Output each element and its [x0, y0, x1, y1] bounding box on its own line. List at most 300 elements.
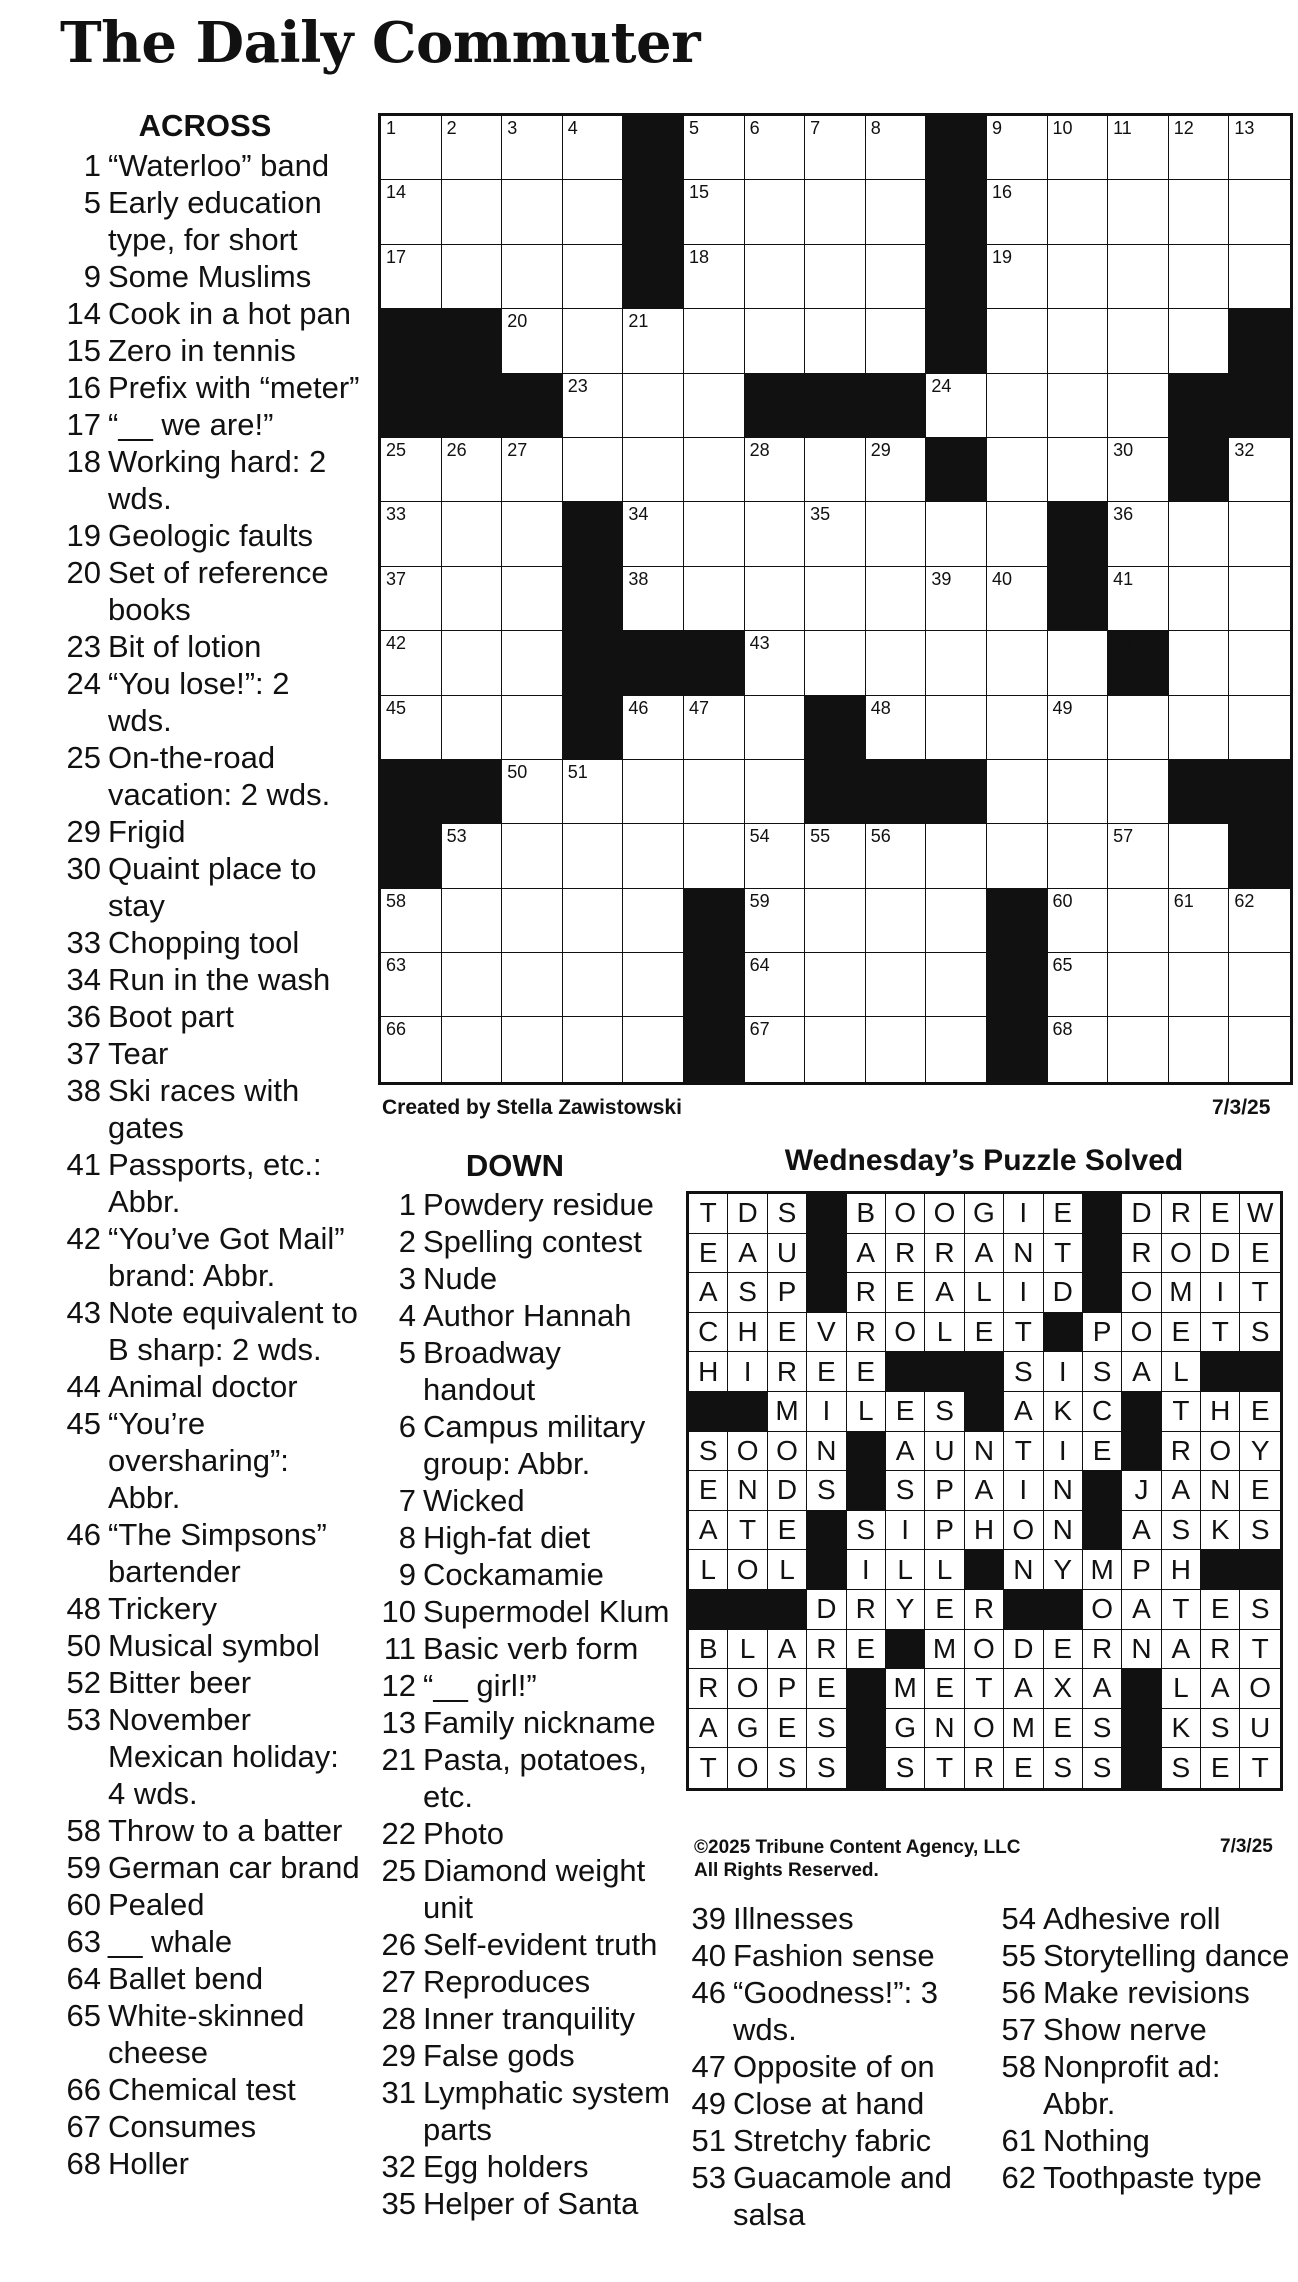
- solution-cell: E: [847, 1630, 886, 1670]
- solution-black-square: [1201, 1352, 1240, 1392]
- clue-number: 53: [66, 1702, 101, 1737]
- crossword-grid: [378, 113, 1293, 1085]
- cell-number: 22: [931, 311, 952, 332]
- solution-cell: S: [1162, 1748, 1201, 1788]
- grid-cell[interactable]: [502, 116, 563, 180]
- black-square: [926, 309, 987, 373]
- clue-item: [60, 517, 360, 554]
- grid-cell[interactable]: [1169, 502, 1230, 566]
- grid-cell[interactable]: [866, 502, 927, 566]
- cell-number: 52: [931, 761, 952, 782]
- solution-cell: R: [847, 1313, 886, 1353]
- grid-cell[interactable]: [1169, 309, 1230, 373]
- clue-item: [60, 739, 360, 813]
- grid-cell[interactable]: [805, 116, 866, 180]
- solution-black-square: [886, 1352, 925, 1392]
- grid-cell[interactable]: [442, 889, 503, 953]
- grid-cell[interactable]: [502, 245, 563, 309]
- clue-text: Supermodel Klum: [423, 1594, 670, 1629]
- grid-cell[interactable]: [866, 567, 927, 631]
- black-square: [563, 696, 624, 760]
- grid-cell[interactable]: [502, 953, 563, 1017]
- grid-cell[interactable]: [866, 1017, 927, 1081]
- grid-cell[interactable]: [1048, 116, 1109, 180]
- grid-cell[interactable]: [381, 180, 442, 244]
- black-square: [1048, 567, 1109, 631]
- clue-number: 42: [66, 1221, 101, 1256]
- solution-cell: A: [847, 1234, 886, 1274]
- grid-cell[interactable]: [623, 502, 684, 566]
- cell-number: 66: [386, 1019, 407, 1040]
- grid-cell[interactable]: [684, 438, 745, 502]
- clue-text: Run in the wash: [108, 962, 331, 997]
- solution-cell: L: [886, 1550, 925, 1590]
- grid-cell[interactable]: [1048, 696, 1109, 760]
- grid-cell[interactable]: [1229, 502, 1290, 566]
- solution-cell: R: [847, 1273, 886, 1313]
- clue-number: 56: [1001, 1975, 1036, 2010]
- grid-cell[interactable]: [866, 824, 927, 888]
- grid-cell[interactable]: [442, 1017, 503, 1081]
- black-square: [381, 309, 442, 373]
- grid-cell[interactable]: [442, 438, 503, 502]
- grid-cell[interactable]: [381, 502, 442, 566]
- grid-cell[interactable]: [381, 631, 442, 695]
- clue-item: [60, 554, 360, 628]
- grid-cell[interactable]: [1108, 502, 1169, 566]
- solution-cell: A: [1083, 1669, 1122, 1709]
- clue-text: Pasta, potatoes, etc.: [423, 1742, 648, 1814]
- solution-cell: G: [965, 1194, 1004, 1234]
- grid-cell[interactable]: [745, 438, 806, 502]
- solution-cell: M: [925, 1630, 964, 1670]
- solution-cell: L: [965, 1273, 1004, 1313]
- solution-cell: S: [1083, 1748, 1122, 1788]
- clue-number: 66: [66, 2072, 101, 2107]
- grid-cell[interactable]: [1108, 696, 1169, 760]
- grid-cell[interactable]: [987, 631, 1048, 695]
- solution-cell: R: [1201, 1630, 1240, 1670]
- cell-number: 56: [870, 826, 891, 847]
- grid-cell[interactable]: [987, 180, 1048, 244]
- clue-text: “You’re oversharing”: Abbr.: [108, 1406, 289, 1515]
- grid-cell[interactable]: [623, 889, 684, 953]
- grid-cell[interactable]: [684, 309, 745, 373]
- grid-cell[interactable]: [502, 824, 563, 888]
- solution-cell: K: [1162, 1709, 1201, 1749]
- grid-cell[interactable]: [563, 438, 624, 502]
- grid-cell[interactable]: [1108, 824, 1169, 888]
- clue-item: [60, 1701, 360, 1812]
- grid-cell[interactable]: [926, 889, 987, 953]
- grid-cell[interactable]: [563, 374, 624, 438]
- grid-cell[interactable]: [381, 116, 442, 180]
- grid-cell[interactable]: [926, 824, 987, 888]
- grid-cell[interactable]: [745, 180, 806, 244]
- grid-cell[interactable]: [1169, 824, 1230, 888]
- grid-cell[interactable]: [623, 567, 684, 631]
- grid-cell[interactable]: [1108, 438, 1169, 502]
- grid-cell[interactable]: [623, 1017, 684, 1081]
- solution-cell: K: [1201, 1511, 1240, 1551]
- grid-cell[interactable]: [987, 824, 1048, 888]
- solution-cell: L: [768, 1550, 807, 1590]
- grid-cell[interactable]: [442, 631, 503, 695]
- clue-text: High-fat diet: [423, 1520, 591, 1555]
- grid-cell[interactable]: [381, 438, 442, 502]
- black-square: [623, 631, 684, 695]
- grid-cell[interactable]: [502, 631, 563, 695]
- solution-cell: B: [689, 1630, 728, 1670]
- clue-item: [60, 332, 360, 369]
- grid-cell[interactable]: [1169, 953, 1230, 1017]
- grid-cell[interactable]: [1229, 1017, 1290, 1081]
- grid-cell[interactable]: [805, 631, 866, 695]
- grid-cell[interactable]: [745, 760, 806, 824]
- solution-black-square: [1122, 1709, 1161, 1749]
- grid-cell[interactable]: [1229, 696, 1290, 760]
- grid-cell[interactable]: [866, 438, 927, 502]
- grid-cell[interactable]: [805, 953, 866, 1017]
- grid-cell[interactable]: [866, 631, 927, 695]
- grid-cell[interactable]: [1169, 245, 1230, 309]
- clue-number: 53: [691, 2160, 726, 2195]
- grid-cell[interactable]: [926, 696, 987, 760]
- solution-black-square: [925, 1352, 964, 1392]
- clue-text: “__ girl!”: [423, 1668, 537, 1703]
- grid-cell[interactable]: [1108, 889, 1169, 953]
- grid-cell[interactable]: [502, 889, 563, 953]
- grid-cell[interactable]: [1048, 180, 1109, 244]
- grid-cell[interactable]: [1108, 567, 1169, 631]
- grid-cell[interactable]: [926, 953, 987, 1017]
- grid-cell[interactable]: [1048, 438, 1109, 502]
- solution-cell: N: [925, 1709, 964, 1749]
- clue-number: 15: [66, 333, 101, 368]
- cell-number: 17: [386, 246, 407, 267]
- clue-text: Boot part: [108, 999, 234, 1034]
- grid-cell[interactable]: [502, 309, 563, 373]
- solution-cell: L: [847, 1392, 886, 1432]
- grid-cell[interactable]: [1048, 309, 1109, 373]
- black-square: [1169, 374, 1230, 438]
- grid-cell[interactable]: [1169, 631, 1230, 695]
- clue-text: Nude: [423, 1261, 498, 1296]
- cell-number: 61: [1173, 890, 1194, 911]
- clue-number: 3: [398, 1261, 416, 1296]
- cell-number: 3: [507, 118, 518, 138]
- grid-cell[interactable]: [684, 567, 745, 631]
- grid-cell[interactable]: [926, 374, 987, 438]
- cell-number: 33: [386, 504, 407, 525]
- grid-cell[interactable]: [745, 953, 806, 1017]
- grid-cell[interactable]: [442, 245, 503, 309]
- grid-cell[interactable]: [1048, 824, 1109, 888]
- clue-text: Photo: [423, 1816, 505, 1851]
- grid-cell[interactable]: [623, 438, 684, 502]
- solution-black-square: [886, 1630, 925, 1670]
- grid-cell[interactable]: [684, 760, 745, 824]
- black-square: [1229, 374, 1290, 438]
- clue-number: 4: [398, 1298, 416, 1333]
- clue-text: Inner tranquility: [423, 2001, 635, 2036]
- grid-cell[interactable]: [987, 760, 1048, 824]
- grid-cell[interactable]: [1108, 374, 1169, 438]
- solution-cell: T: [1004, 1432, 1043, 1472]
- grid-cell[interactable]: [745, 245, 806, 309]
- black-square: [866, 374, 927, 438]
- grid-cell[interactable]: [1229, 889, 1290, 953]
- grid-cell[interactable]: [563, 953, 624, 1017]
- grid-cell[interactable]: [502, 438, 563, 502]
- grid-cell[interactable]: [1169, 116, 1230, 180]
- grid-cell[interactable]: [1229, 631, 1290, 695]
- grid-cell[interactable]: [987, 567, 1048, 631]
- solution-cell: O: [886, 1194, 925, 1234]
- clue-text: “__ we are!”: [108, 407, 274, 442]
- grid-cell[interactable]: [563, 309, 624, 373]
- clue-number: 62: [1001, 2160, 1036, 2195]
- grid-cell[interactable]: [1048, 760, 1109, 824]
- grid-cell[interactable]: [805, 1017, 866, 1081]
- grid-cell[interactable]: [442, 824, 503, 888]
- grid-cell[interactable]: [1048, 631, 1109, 695]
- grid-cell[interactable]: [563, 116, 624, 180]
- grid-cell[interactable]: [1169, 696, 1230, 760]
- cell-number: 62: [1234, 890, 1255, 911]
- grid-cell[interactable]: [805, 824, 866, 888]
- clue-number: 40: [691, 1938, 726, 1973]
- grid-cell[interactable]: [805, 567, 866, 631]
- clue-text: Lymphatic system parts: [423, 2075, 670, 2147]
- grid-cell[interactable]: [381, 1017, 442, 1081]
- grid-cell[interactable]: [1169, 889, 1230, 953]
- solution-cell: S: [1083, 1709, 1122, 1749]
- grid-cell[interactable]: [805, 245, 866, 309]
- clue-text: Pealed: [108, 1887, 205, 1922]
- grid-cell[interactable]: [745, 631, 806, 695]
- grid-cell[interactable]: [1108, 309, 1169, 373]
- grid-cell[interactable]: [987, 696, 1048, 760]
- clue-number: 43: [66, 1295, 101, 1330]
- grid-cell[interactable]: [866, 696, 927, 760]
- solution-cell: P: [925, 1471, 964, 1511]
- grid-cell[interactable]: [1229, 953, 1290, 1017]
- grid-cell[interactable]: [1229, 245, 1290, 309]
- grid-cell[interactable]: [1229, 116, 1290, 180]
- grid-cell[interactable]: [502, 502, 563, 566]
- grid-cell[interactable]: [866, 953, 927, 1017]
- grid-cell[interactable]: [684, 116, 745, 180]
- grid-cell[interactable]: [684, 180, 745, 244]
- grid-cell[interactable]: [684, 374, 745, 438]
- clue-number: 68: [66, 2146, 101, 2181]
- solution-cell: A: [965, 1234, 1004, 1274]
- grid-cell[interactable]: [381, 953, 442, 1017]
- grid-cell[interactable]: [987, 374, 1048, 438]
- grid-cell[interactable]: [1048, 889, 1109, 953]
- solution-cell: S: [1083, 1352, 1122, 1392]
- clue-number: 8: [398, 1520, 416, 1555]
- grid-cell[interactable]: [805, 180, 866, 244]
- grid-cell[interactable]: [502, 696, 563, 760]
- solution-black-square: [728, 1590, 767, 1630]
- grid-cell[interactable]: [987, 309, 1048, 373]
- grid-cell[interactable]: [684, 245, 745, 309]
- grid-cell[interactable]: [805, 309, 866, 373]
- cell-number: 20: [507, 311, 528, 332]
- cell-number: 57: [1113, 826, 1134, 847]
- clue-item: [375, 1741, 675, 1815]
- grid-cell[interactable]: [745, 824, 806, 888]
- black-square: [1169, 760, 1230, 824]
- grid-cell[interactable]: [381, 889, 442, 953]
- solution-cell: T: [1162, 1392, 1201, 1432]
- grid-cell[interactable]: [623, 374, 684, 438]
- grid-cell[interactable]: [1108, 245, 1169, 309]
- grid-cell[interactable]: [1169, 567, 1230, 631]
- grid-cell[interactable]: [381, 567, 442, 631]
- grid-cell[interactable]: [926, 631, 987, 695]
- grid-cell[interactable]: [623, 760, 684, 824]
- grid-cell[interactable]: [502, 760, 563, 824]
- grid-cell[interactable]: [745, 502, 806, 566]
- grid-cell[interactable]: [745, 696, 806, 760]
- cell-number: 38: [628, 568, 649, 589]
- grid-cell[interactable]: [502, 180, 563, 244]
- grid-cell[interactable]: [684, 502, 745, 566]
- grid-cell[interactable]: [1229, 567, 1290, 631]
- clue-number: 49: [691, 2086, 726, 2121]
- grid-cell[interactable]: [745, 116, 806, 180]
- grid-cell[interactable]: [623, 696, 684, 760]
- grid-cell[interactable]: [684, 696, 745, 760]
- solution-black-square: [1122, 1432, 1161, 1472]
- grid-cell[interactable]: [745, 889, 806, 953]
- copyright-line-2: All Rights Reserved.: [694, 1860, 879, 1881]
- grid-cell[interactable]: [563, 760, 624, 824]
- grid-cell[interactable]: [381, 696, 442, 760]
- solution-cell: H: [728, 1313, 767, 1353]
- grid-cell[interactable]: [866, 180, 927, 244]
- clue-number: 2: [398, 1224, 416, 1259]
- grid-cell[interactable]: [563, 180, 624, 244]
- solution-cell: O: [965, 1630, 1004, 1670]
- grid-cell[interactable]: [381, 245, 442, 309]
- grid-cell[interactable]: [1169, 1017, 1230, 1081]
- grid-cell[interactable]: [442, 953, 503, 1017]
- grid-cell[interactable]: [1108, 1017, 1169, 1081]
- black-square: [623, 116, 684, 180]
- grid-cell[interactable]: [745, 1017, 806, 1081]
- grid-cell[interactable]: [1108, 760, 1169, 824]
- grid-cell[interactable]: [926, 502, 987, 566]
- grid-cell[interactable]: [502, 567, 563, 631]
- cell-number: 1: [386, 118, 397, 138]
- cell-number: 42: [386, 633, 407, 654]
- grid-cell[interactable]: [926, 1017, 987, 1081]
- solution-cell: T: [1201, 1313, 1240, 1353]
- grid-cell[interactable]: [1048, 1017, 1109, 1081]
- grid-cell[interactable]: [563, 889, 624, 953]
- solution-cell: E: [807, 1669, 846, 1709]
- grid-cell[interactable]: [866, 116, 927, 180]
- grid-cell[interactable]: [1108, 953, 1169, 1017]
- solution-black-square: [1044, 1590, 1083, 1630]
- grid-cell[interactable]: [866, 245, 927, 309]
- solution-cell: O: [728, 1432, 767, 1472]
- clue-text: Self-evident truth: [423, 1927, 658, 1962]
- grid-cell[interactable]: [1108, 116, 1169, 180]
- solution-cell: E: [1044, 1630, 1083, 1670]
- grid-cell[interactable]: [987, 438, 1048, 502]
- clue-item: [60, 1997, 360, 2071]
- grid-cell[interactable]: [805, 502, 866, 566]
- clue-text: “Waterloo” band: [108, 148, 330, 183]
- grid-cell[interactable]: [987, 116, 1048, 180]
- cell-number: 48: [870, 697, 891, 718]
- grid-cell[interactable]: [1229, 438, 1290, 502]
- clue-text: Early education type, for short: [108, 185, 322, 257]
- grid-cell[interactable]: [1048, 953, 1109, 1017]
- grid-cell[interactable]: [563, 245, 624, 309]
- clue-text: Diamond weight unit: [423, 1853, 646, 1925]
- clue-text: Broadway handout: [423, 1335, 561, 1407]
- grid-cell[interactable]: [805, 889, 866, 953]
- grid-cell[interactable]: [623, 824, 684, 888]
- clue-item: [995, 1937, 1295, 1974]
- grid-cell[interactable]: [684, 824, 745, 888]
- grid-cell[interactable]: [1048, 374, 1109, 438]
- grid-cell[interactable]: [442, 116, 503, 180]
- solution-cell: P: [768, 1669, 807, 1709]
- grid-cell[interactable]: [442, 502, 503, 566]
- grid-cell[interactable]: [866, 309, 927, 373]
- clue-item: [60, 184, 360, 258]
- grid-cell[interactable]: [1169, 180, 1230, 244]
- grid-cell[interactable]: [563, 824, 624, 888]
- grid-cell[interactable]: [987, 245, 1048, 309]
- grid-cell[interactable]: [502, 1017, 563, 1081]
- clue-number: 26: [381, 1927, 416, 1962]
- grid-cell[interactable]: [563, 1017, 624, 1081]
- clue-number: 24: [66, 666, 101, 701]
- solution-cell: O: [728, 1669, 767, 1709]
- grid-cell[interactable]: [623, 953, 684, 1017]
- grid-cell[interactable]: [987, 502, 1048, 566]
- clue-item: [375, 1852, 675, 1926]
- solution-cell: O: [728, 1550, 767, 1590]
- grid-cell[interactable]: [623, 309, 684, 373]
- grid-cell[interactable]: [442, 180, 503, 244]
- puzzle-date: 7/3/25: [1212, 1096, 1271, 1119]
- grid-cell[interactable]: [926, 567, 987, 631]
- grid-cell[interactable]: [745, 567, 806, 631]
- grid-cell[interactable]: [805, 438, 866, 502]
- grid-cell[interactable]: [1229, 180, 1290, 244]
- black-square: [1229, 760, 1290, 824]
- clue-number: 17: [66, 407, 101, 442]
- grid-cell[interactable]: [745, 309, 806, 373]
- grid-cell[interactable]: [1108, 180, 1169, 244]
- grid-cell[interactable]: [1048, 245, 1109, 309]
- grid-cell[interactable]: [866, 889, 927, 953]
- clue-number: 64: [66, 1961, 101, 1996]
- grid-cell[interactable]: [442, 696, 503, 760]
- cell-number: 6: [749, 118, 760, 138]
- solution-cell: M: [1004, 1709, 1043, 1749]
- grid-cell[interactable]: [442, 567, 503, 631]
